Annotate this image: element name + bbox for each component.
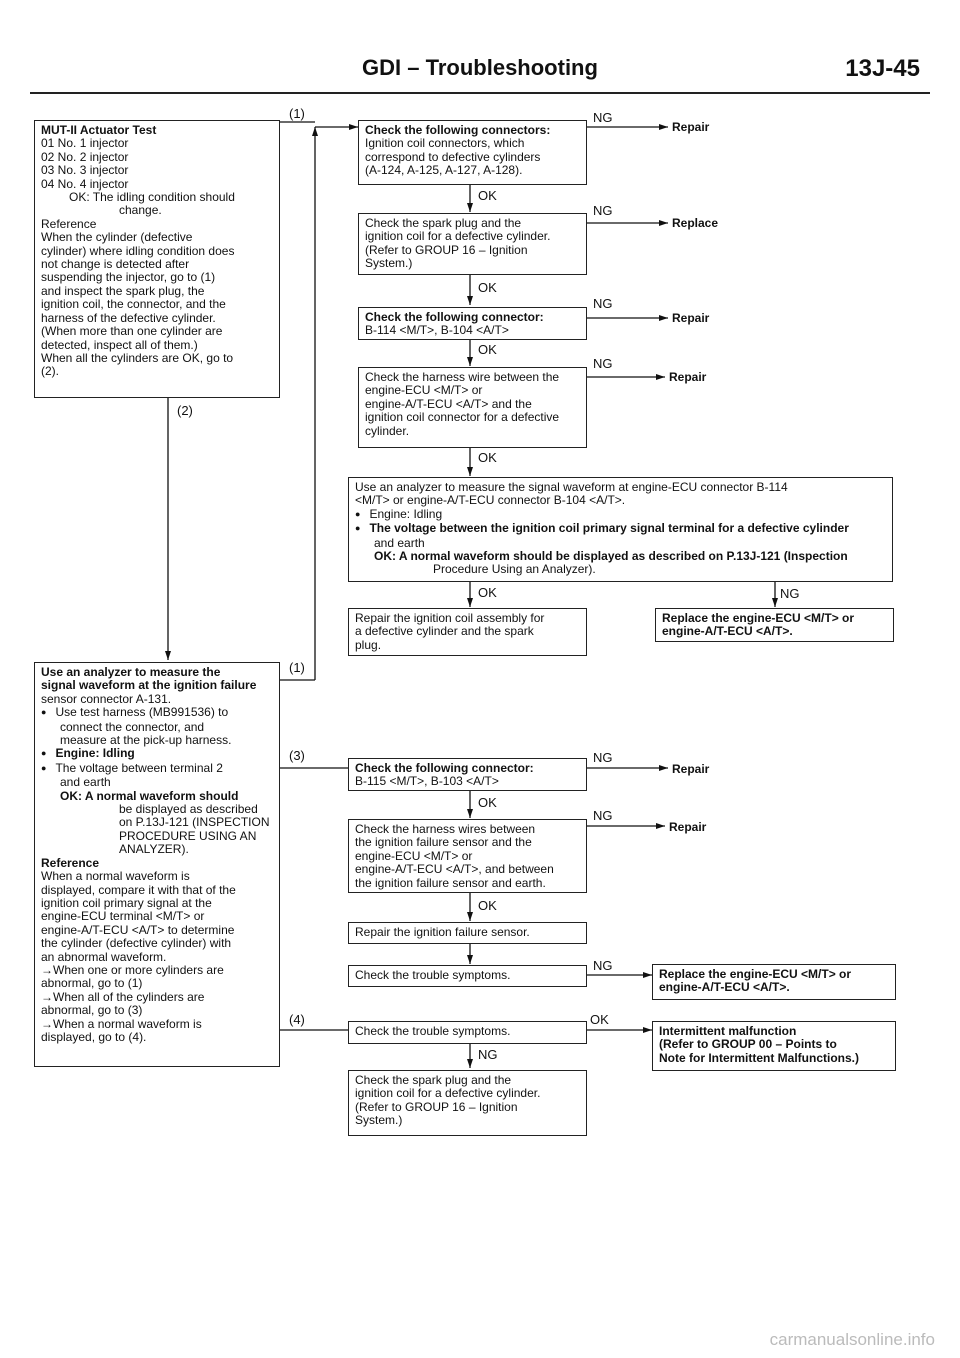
check-spark-plug-coil: Check the spark plug and the ignition coil for a defective cylinder. (Refer to GROUP 16 – Ignition System.) (358, 213, 587, 275)
ok-label: OK (478, 795, 497, 810)
check-trouble-symptoms-2: Check the trouble symptoms. (348, 1021, 587, 1044)
ng-label: NG (478, 1047, 498, 1062)
action-repair-1: Repair (672, 120, 710, 134)
branch-label-3: (3) (289, 748, 305, 763)
ok-label: OK (590, 1012, 609, 1027)
ignition-failure-sensor-box: Use an analyzer to measure the signal waveform at the ignition failure sensor connector A-131. ● Use test harness (MB991536) to connect the connector, and measure at the pick-up harness. ● Engine: Idling ● The voltage between terminal 2 and earth OK: A normal waveform should be displayed as described on P.13J-121 (INSPECTION PROCEDURE USING AN ANALYZER). Reference When a normal waveform is displayed, compare it with that of the ignition coil primary signal at the engine-ECU terminal <M/T> or engine-A/T-ECU <A/T> to determine the cylinder (defective cylinder) with an abnormal waveform. →When one or more cylinders are abnormal, go to (1) →When all of the cylinders are abnormal, go to (3) →When a normal waveform is displayed, go to (4). (34, 662, 280, 1067)
ok-label: OK (478, 585, 497, 600)
replace-engine-ecu-box: Replace the engine-ECU <M/T> or engine-A/T-ECU <A/T>. (655, 608, 894, 642)
action-repair-4: Repair (672, 762, 710, 776)
ok-label: OK (478, 280, 497, 295)
check-spark-plug-coil-2: Check the spark plug and the ignition coil for a defective cylinder. (Refer to GROUP 16 – Ignition System.) (348, 1070, 587, 1136)
replace-engine-ecu-box-2: Replace the engine-ECU <M/T> or engine-A/T-ECU <A/T>. (652, 964, 896, 1000)
repair-ignition-coil-assembly: Repair the ignition coil assembly for a defective cylinder and the spark plug. (348, 608, 587, 656)
action-repair-3: Repair (669, 370, 707, 384)
intermittent-malfunction-box: Intermittent malfunction (Refer to GROUP 00 – Points to Note for Intermittent Malfunctions.) (652, 1021, 896, 1071)
check-harness-wire: Check the harness wire between the engine-ECU <M/T> or engine-A/T-ECU <A/T> and the ignition coil connector for a defective cylinder. (358, 367, 587, 448)
branch-label-1: (1) (289, 106, 305, 121)
ng-label: NG (593, 203, 613, 218)
ng-label: NG (593, 750, 613, 765)
action-repair-5: Repair (669, 820, 707, 834)
check-connector-b115: Check the following connector: B-115 <M/T>, B-103 <A/T> (348, 758, 587, 791)
ok-label: OK (478, 342, 497, 357)
repair-ignition-failure-sensor: Repair the ignition failure sensor. (348, 922, 587, 944)
ng-label: NG (593, 110, 613, 125)
action-replace: Replace (672, 216, 719, 230)
footer-watermark: carmanualsonline.info (769, 1330, 935, 1349)
ok-label: OK (478, 898, 497, 913)
check-sensor-harness-wires: Check the harness wires between the ignition failure sensor and the engine-ECU <M/T> or engine-A/T-ECU <A/T>, and between the ignition failure sensor and earth. (348, 819, 587, 893)
action-repair-2: Repair (672, 311, 710, 325)
branch-label-2: (2) (177, 403, 193, 418)
ng-label: NG (780, 586, 800, 601)
mut-actuator-test-box: MUT-II Actuator Test 01 No. 1 injector 02 No. 2 injector 03 No. 3 injector 04 No. 4 injector OK: The idling condition should change. Reference When the cylinder (defective cylinder) where idling condition does not change is detected after suspending the injector, go to (1) and inspect the spark plug, the ignition coil, the connector, and the harness of the defective cylinder. (When more than one cylinder are detected, inspect all of them.) When all the cylinders are OK, go to (2). (34, 120, 280, 398)
check-trouble-symptoms-1: Check the trouble symptoms. (348, 965, 587, 987)
ng-label: NG (593, 958, 613, 973)
ok-label: OK (478, 450, 497, 465)
branch-label-4: (4) (289, 1012, 305, 1027)
measure-signal-waveform-box: Use an analyzer to measure the signal waveform at engine-ECU connector B-114 <M/T> or engine-A/T-ECU connector B-104 <A/T>. ● Engine: Idling ● The voltage between the ignition coil primary signal terminal for a defective cylinder and earth OK: A normal waveform should be displayed as described on P.13J-121 (Inspection Procedure Using an Analyzer). (348, 477, 893, 582)
ng-label: NG (593, 808, 613, 823)
ng-label: NG (593, 356, 613, 371)
ng-label: NG (593, 296, 613, 311)
ok-label: OK (478, 188, 497, 203)
page-title: GDI – Troubleshooting (362, 55, 598, 80)
page-code: 13J-45 (845, 55, 920, 82)
branch-label-1b: (1) (289, 660, 305, 675)
check-ignition-coil-connectors: Check the following connectors: Ignition coil connectors, which correspond to defective cylinders (A-124, A-125, A-127, A-128). (358, 120, 587, 185)
check-connector-b114: Check the following connector: B-114 <M/T>, B-104 <A/T> (358, 307, 587, 340)
